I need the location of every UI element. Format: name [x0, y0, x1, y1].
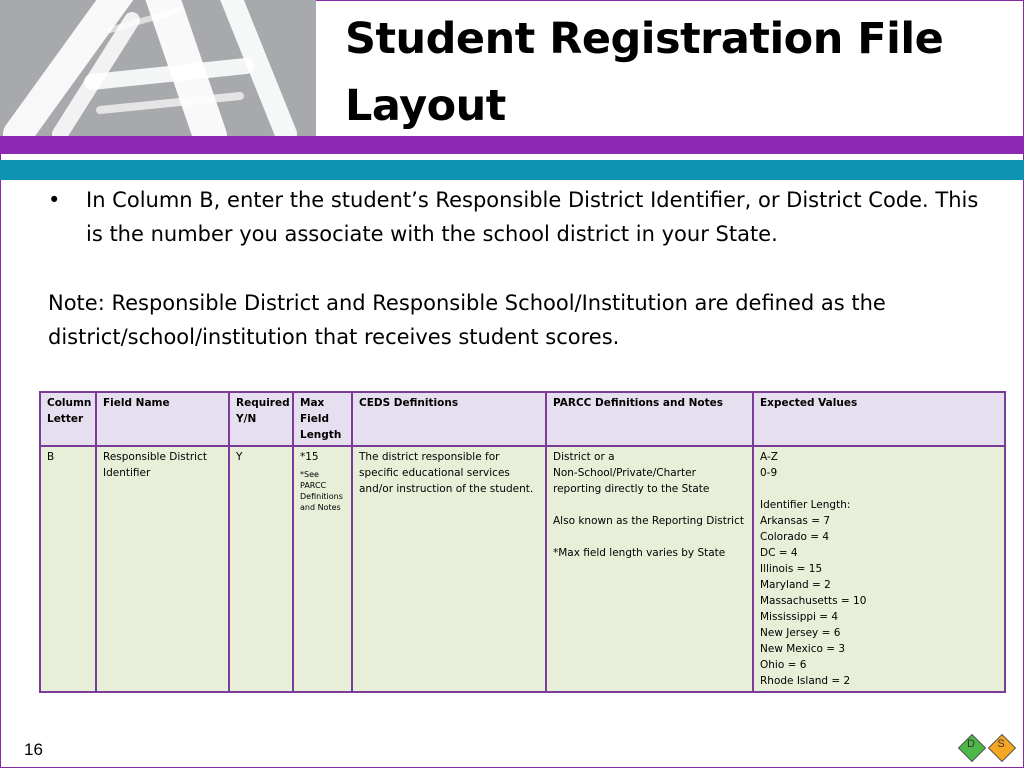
- bullet-icon: •: [48, 188, 61, 212]
- cell-expected: A-Z 0-9 Identifier Length: Arkansas = 7 Colorado = 4 DC = 4 Illinois = 15 Maryland = 2 Massachusetts = 10 Mississippi = 4 New Jersey = 6 New Mexico = 3 Ohio = 6 Rhode Island = 2: [753, 446, 1005, 692]
- bullet-text: In Column B, enter the student’s Responsible District Identifier, or District Code. This is the number you associate with the school district in your State.: [86, 188, 979, 246]
- nav-s-label: S: [997, 738, 1005, 750]
- header-band-teal: [0, 160, 1024, 180]
- header-expected: Expected Values: [753, 392, 1005, 446]
- nav-s-button[interactable]: [988, 734, 1014, 760]
- logo: [0, 0, 316, 136]
- cell-ceds: The district responsible for specific educational services and/or instruction of the student.: [352, 446, 546, 692]
- max-length-note: *See PARCC Definitions and Notes: [300, 470, 343, 512]
- table-row: [40, 446, 1005, 692]
- cell-column-letter: B: [40, 446, 96, 692]
- logo-a-graphic: [0, 0, 316, 136]
- nav-d-button[interactable]: [958, 734, 984, 760]
- cell-required: Y: [229, 446, 293, 692]
- bullet-item: [48, 183, 988, 251]
- cell-field-name: Responsible District Identifier: [96, 446, 229, 692]
- header-ceds: CEDS Definitions: [352, 392, 546, 446]
- header-required: Required Y/N: [229, 392, 293, 446]
- file-layout-table: [39, 391, 1006, 693]
- title-line-2: Layout: [345, 81, 506, 131]
- header-field-name: Field Name: [96, 392, 229, 446]
- page-number: 16: [24, 740, 43, 759]
- header-parcc: PARCC Definitions and Notes: [546, 392, 753, 446]
- nav-d-label: D: [967, 738, 975, 750]
- header-column-letter: Column Letter: [40, 392, 96, 446]
- table-header-row: [40, 392, 1005, 446]
- title-line-1: Student Registration File: [345, 14, 944, 64]
- note-text: Note: Responsible District and Responsible School/Institution are defined as the district/school/institution that receives student scores.: [48, 291, 886, 349]
- header-band-purple: [0, 136, 1024, 154]
- page-title: [345, 6, 1005, 140]
- header-max-length: Max Field Length: [293, 392, 352, 446]
- cell-parcc: District or a Non-School/Private/Charter reporting directly to the State Also known as the Reporting District *Max field length varies by State: [546, 446, 753, 692]
- cell-max-length: *15 *See PARCC Definitions and Notes: [293, 446, 352, 692]
